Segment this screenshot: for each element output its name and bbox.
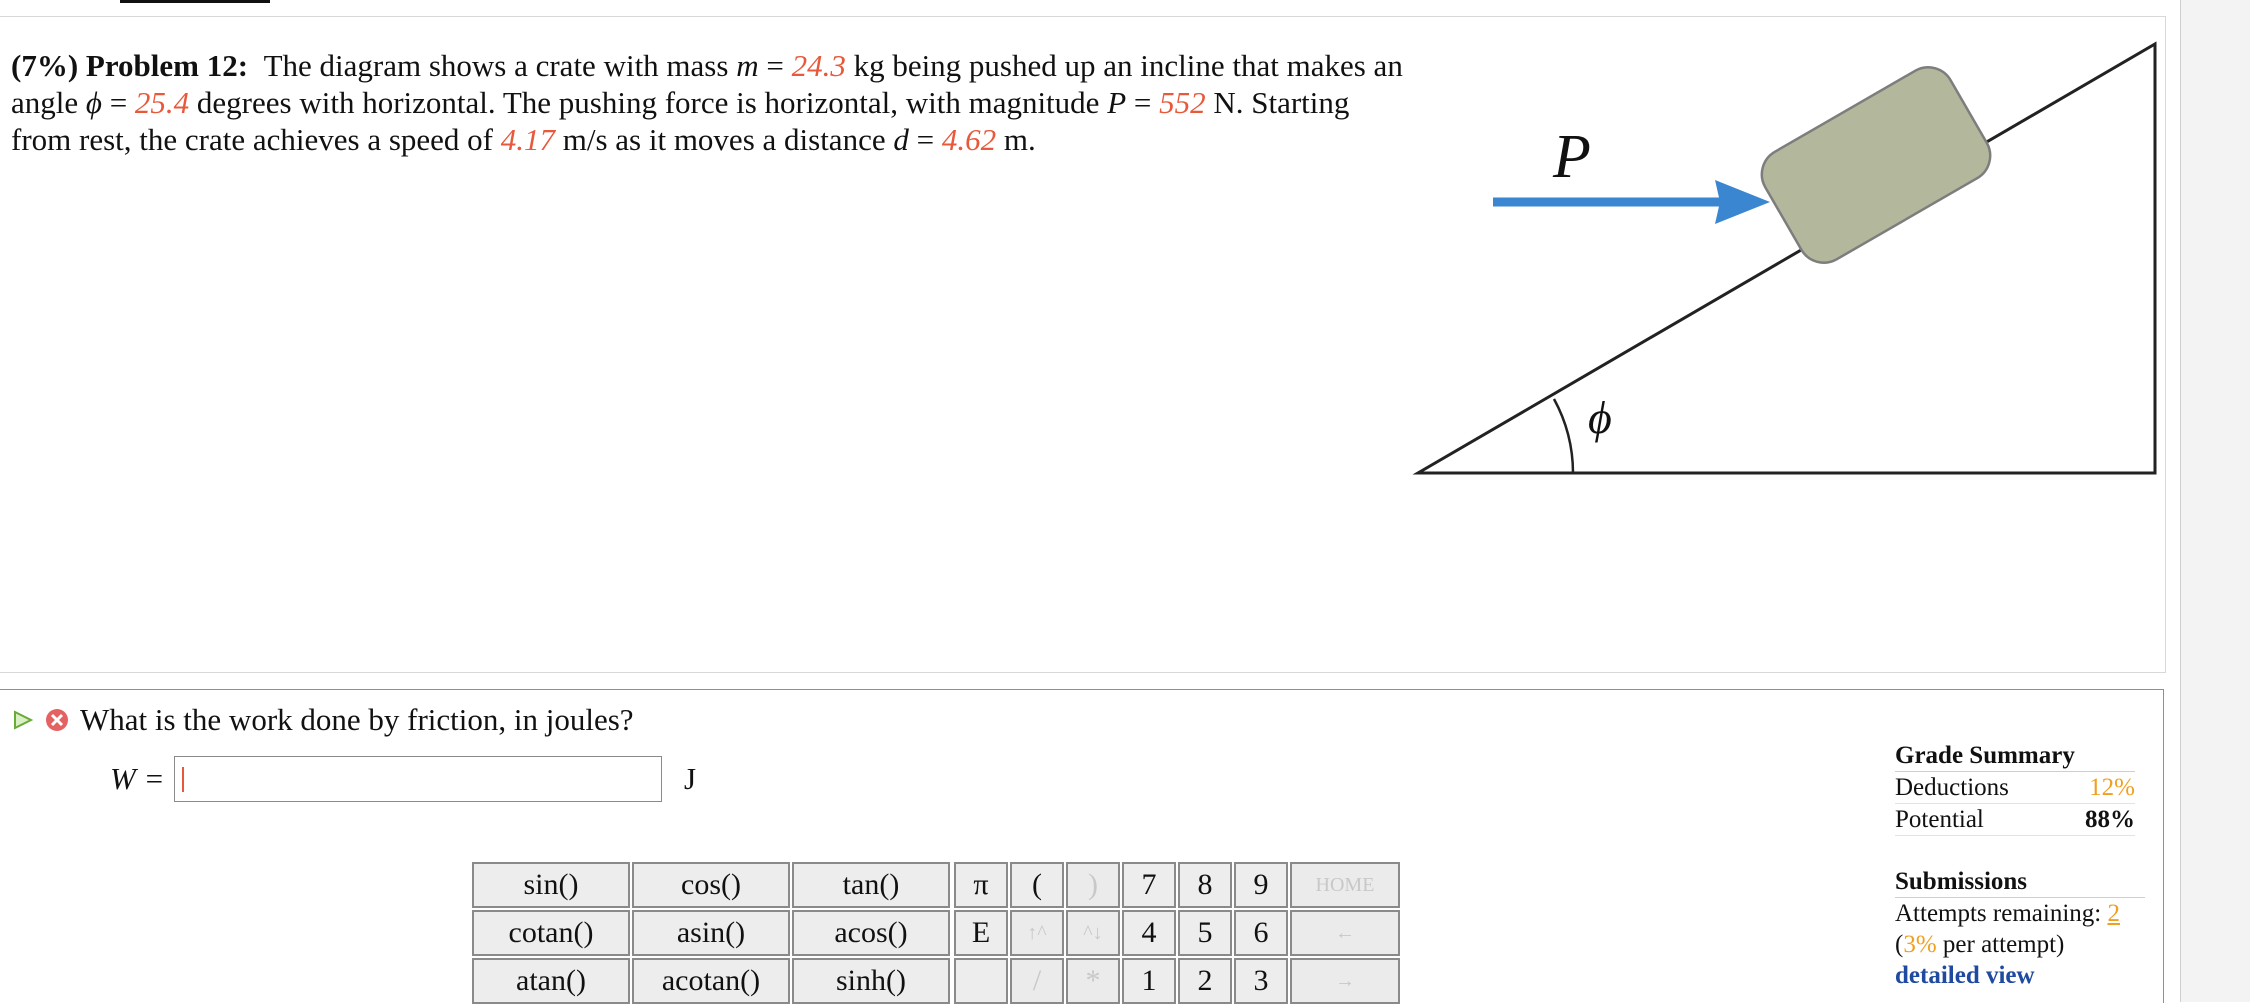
key-forward[interactable]: → (1290, 958, 1400, 1004)
potential-label: Potential (1895, 806, 1984, 833)
angle-value: 25.4 (134, 85, 190, 120)
potential-value: 88% (2085, 806, 2135, 833)
key-3[interactable]: 3 (1234, 958, 1288, 1004)
deductions-row (1895, 772, 2135, 804)
mass-symbol: m (736, 48, 759, 83)
distance-symbol: d (893, 122, 909, 157)
key-open-paren[interactable]: ( (1010, 862, 1064, 908)
per-attempt-line: (3% per attempt) (1895, 931, 2065, 958)
deductions-label: Deductions (1895, 774, 2009, 801)
force-arrow-head (1715, 180, 1770, 224)
mass-value: 24.3 (791, 48, 846, 83)
force-label: P (1553, 123, 1591, 191)
equals-sign: = (916, 122, 935, 157)
key-9[interactable]: 9 (1234, 862, 1288, 908)
speed-value: 4.17 (500, 122, 555, 157)
page-scrollbar[interactable] (2180, 0, 2250, 1002)
key-multiply[interactable]: * (1066, 958, 1120, 1004)
question-text: What is the work done by friction, in joules? (80, 702, 634, 737)
key-7[interactable]: 7 (1122, 862, 1176, 908)
problem-text-6: m. (1003, 122, 1036, 157)
incline-diagram-svg (1410, 37, 2170, 487)
text-caret (182, 767, 184, 792)
key-acotan[interactable]: acotan() (632, 958, 790, 1004)
detailed-view-link[interactable]: detailed view (1895, 962, 2035, 989)
potential-row (1895, 804, 2135, 836)
problem-text-4: N. Starting from rest, the crate achieves a speed of (11, 85, 1350, 157)
problem-panel (0, 17, 2166, 673)
attempts-line (1895, 898, 2145, 929)
submissions-title: Submissions (1895, 866, 2145, 898)
problem-number: Problem 12: (85, 48, 249, 83)
key-sin[interactable]: sin() (472, 862, 630, 908)
key-e[interactable]: E (954, 910, 1008, 956)
play-icon[interactable] (12, 709, 34, 731)
key-close-paren[interactable]: ) (1066, 862, 1120, 908)
key-1[interactable]: 1 (1122, 958, 1176, 1004)
force-value: 552 (1159, 85, 1206, 120)
key-2[interactable]: 2 (1178, 958, 1232, 1004)
key-5[interactable]: 5 (1178, 910, 1232, 956)
close-icon[interactable] (44, 707, 70, 733)
problem-text-3: degrees with horizontal. The pushing force is horizontal, with magnitude (196, 85, 1100, 120)
key-8[interactable]: 8 (1178, 862, 1232, 908)
problem-text-1: The diagram shows a crate with mass (263, 48, 729, 83)
key-4[interactable]: 4 (1122, 910, 1176, 956)
submissions-panel (1895, 866, 2145, 991)
attempts-label: Attempts remaining: (1895, 900, 2102, 927)
problem-statement (11, 47, 1411, 158)
incline-diagram (1410, 37, 2170, 487)
key-power-down[interactable]: ^↓ (1066, 910, 1120, 956)
answer-row (110, 756, 696, 802)
equals-sign: = (109, 85, 128, 120)
force-symbol: P (1107, 85, 1127, 120)
problem-text-5: m/s as it moves a distance (562, 122, 886, 157)
key-asin[interactable]: asin() (632, 910, 790, 956)
incline-triangle (1418, 44, 2155, 473)
header-remnant (120, 0, 270, 3)
key-backspace[interactable]: ← (1290, 910, 1400, 956)
distance-value: 4.62 (941, 122, 997, 157)
equals-sign: = (1133, 85, 1152, 120)
per-attempt-pct: 3% (1903, 931, 1937, 958)
key-6[interactable]: 6 (1234, 910, 1288, 956)
key-power-up[interactable]: ↑^ (1010, 910, 1064, 956)
key-blank (954, 958, 1008, 1004)
attempts-value: 2 (2107, 900, 2120, 927)
key-cotan[interactable]: cotan() (472, 910, 630, 956)
question-panel (0, 689, 2164, 1003)
key-divide[interactable]: / (1010, 958, 1064, 1004)
problem-text-2: kg being pushed up an incline that makes an angle (11, 48, 1403, 120)
angle-label: ϕ (1588, 392, 1612, 443)
grade-summary (1895, 740, 2135, 836)
answer-unit: J (684, 761, 697, 796)
key-tan[interactable]: tan() (792, 862, 950, 908)
key-sinh[interactable]: sinh() (792, 958, 950, 1004)
key-pi[interactable]: π (954, 862, 1008, 908)
key-cos[interactable]: cos() (632, 862, 790, 908)
deductions-value: 12% (2089, 774, 2135, 801)
question-row (12, 700, 634, 740)
key-atan[interactable]: atan() (472, 958, 630, 1004)
angle-symbol: ϕ (85, 85, 102, 120)
answer-label: W = (110, 761, 165, 796)
grade-summary-title: Grade Summary (1895, 740, 2135, 772)
key-home[interactable]: HOME (1290, 862, 1400, 908)
per-attempt-label: per attempt) (1942, 931, 2065, 958)
problem-weight: (7%) (11, 48, 79, 83)
equals-sign: = (766, 48, 784, 83)
key-acos[interactable]: acos() (792, 910, 950, 956)
answer-input[interactable] (174, 756, 662, 802)
